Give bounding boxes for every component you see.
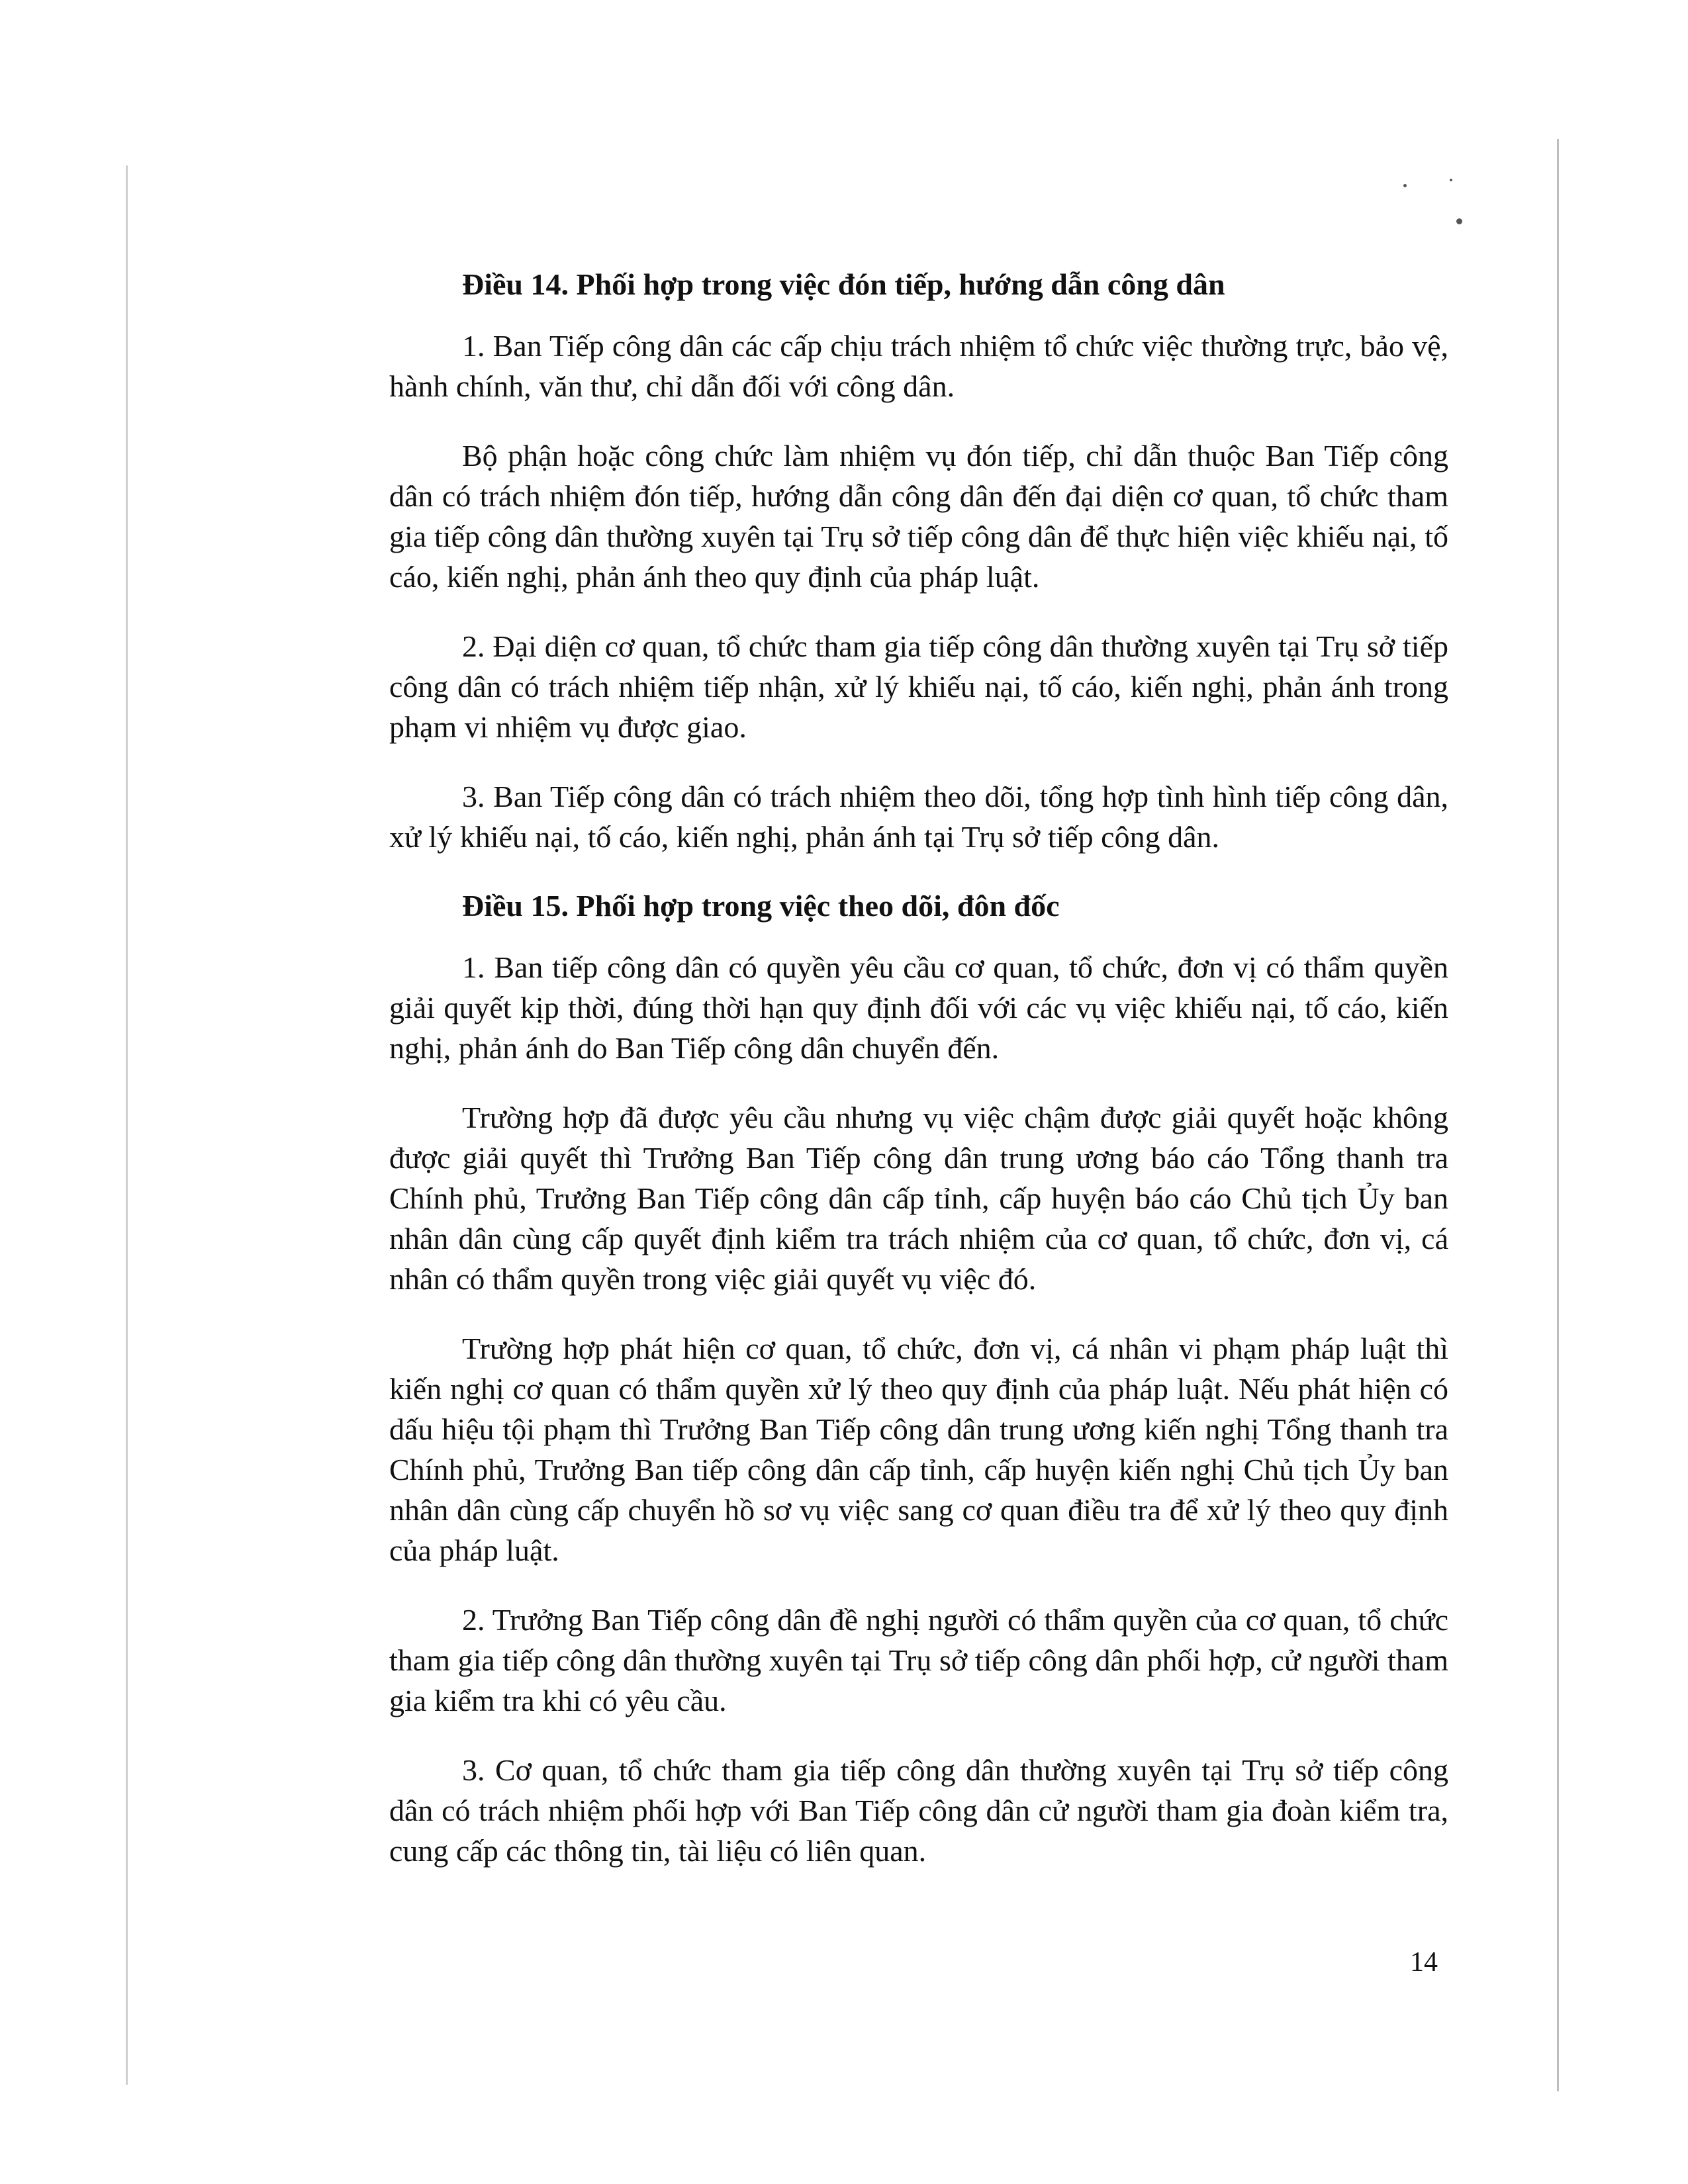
paragraph: Trường hợp phát hiện cơ quan, tổ chức, đơn vị, cá nhân vi phạm pháp luật thì kiến nghị cơ quan có thẩm quyền xử lý theo quy định của pháp luật. Nếu phát hiện có dấu hiệu tội phạm thì Trưởng Ban Tiếp công dân trung ương kiến nghị Tổng thanh tra Chính phủ, Trưởng Ban tiếp công dân cấp tỉnh, cấp huyện kiến nghị Chủ tịch Ủy ban nhân dân cùng cấp chuyển hồ sơ vụ việc sang cơ quan điều tra để xử lý theo quy định của pháp luật.: [389, 1332, 1448, 1567]
article-15: [389, 886, 1448, 1871]
scan-speck: [1450, 179, 1452, 181]
paragraph: 3. Ban Tiếp công dân có trách nhiệm theo dõi, tổng hợp tình hình tiếp công dân, xử lý khiếu nại, tố cáo, kiến nghị, phản ánh tại Trụ sở tiếp công dân.: [389, 780, 1448, 854]
scan-edge-left: [126, 165, 128, 2085]
paragraph: 1. Ban Tiếp công dân các cấp chịu trách nhiệm tổ chức việc thường trực, bảo vệ, hành chính, văn thư, chỉ dẫn đối với công dân.: [389, 329, 1448, 403]
paragraph: 2. Đại diện cơ quan, tổ chức tham gia tiếp công dân thường xuyên tại Trụ sở tiếp công dân có trách nhiệm tiếp nhận, xử lý khiếu nại, tố cáo, kiến nghị, phản ánh trong phạm vi nhiệm vụ được giao.: [389, 629, 1448, 744]
article-heading: Điều 15. Phối hợp trong việc theo dõi, đôn đốc: [462, 889, 1060, 923]
article-heading: Điều 14. Phối hợp trong việc đón tiếp, hướng dẫn công dân: [462, 267, 1225, 301]
paragraph: 3. Cơ quan, tổ chức tham gia tiếp công dân thường xuyên tại Trụ sở tiếp công dân có trách nhiệm phối hợp với Ban Tiếp công dân cử người tham gia đoàn kiểm tra, cung cấp các thông tin, tài liệu có liên quan.: [389, 1753, 1448, 1868]
paragraph: 2. Trưởng Ban Tiếp công dân đề nghị người có thẩm quyền của cơ quan, tổ chức tham gia tiếp công dân thường xuyên tại Trụ sở tiếp công dân phối hợp, cử người tham gia kiểm tra khi có yêu cầu.: [389, 1603, 1448, 1717]
scan-speck: [1403, 184, 1407, 187]
paragraph: Bộ phận hoặc công chức làm nhiệm vụ đón tiếp, chỉ dẫn thuộc Ban Tiếp công dân có trách nhiệm đón tiếp, hướng dẫn công dân đến đại diện cơ quan, tổ chức tham gia tiếp công dân thường xuyên tại Trụ sở tiếp công dân để thực hiện việc khiếu nại, tố cáo, kiến nghị, phản ánh theo quy định của pháp luật.: [389, 439, 1448, 594]
paragraph: Trường hợp đã được yêu cầu nhưng vụ việc chậm được giải quyết hoặc không được giải quyết thì Trưởng Ban Tiếp công dân trung ương báo cáo Tổng thanh tra Chính phủ, Trưởng Ban Tiếp công dân cấp tỉnh, cấp huyện báo cáo Chủ tịch Ủy ban nhân dân cùng cấp quyết định kiểm tra trách nhiệm của cơ quan, tổ chức, đơn vị, cá nhân có thẩm quyền trong việc giải quyết vụ việc đó.: [389, 1101, 1448, 1296]
page-number: 14: [1410, 1947, 1438, 1978]
paragraph: 1. Ban tiếp công dân có quyền yêu cầu cơ quan, tổ chức, đơn vị có thẩm quyền giải quyết kịp thời, đúng thời hạn quy định đối với các vụ việc khiếu nại, tố cáo, kiến nghị, phản ánh do Ban Tiếp công dân chuyển đến.: [389, 950, 1448, 1065]
scan-speck: [1456, 218, 1462, 224]
scan-edge-right: [1557, 139, 1559, 2091]
document-body: [389, 265, 1448, 1900]
article-14: [389, 265, 1448, 857]
